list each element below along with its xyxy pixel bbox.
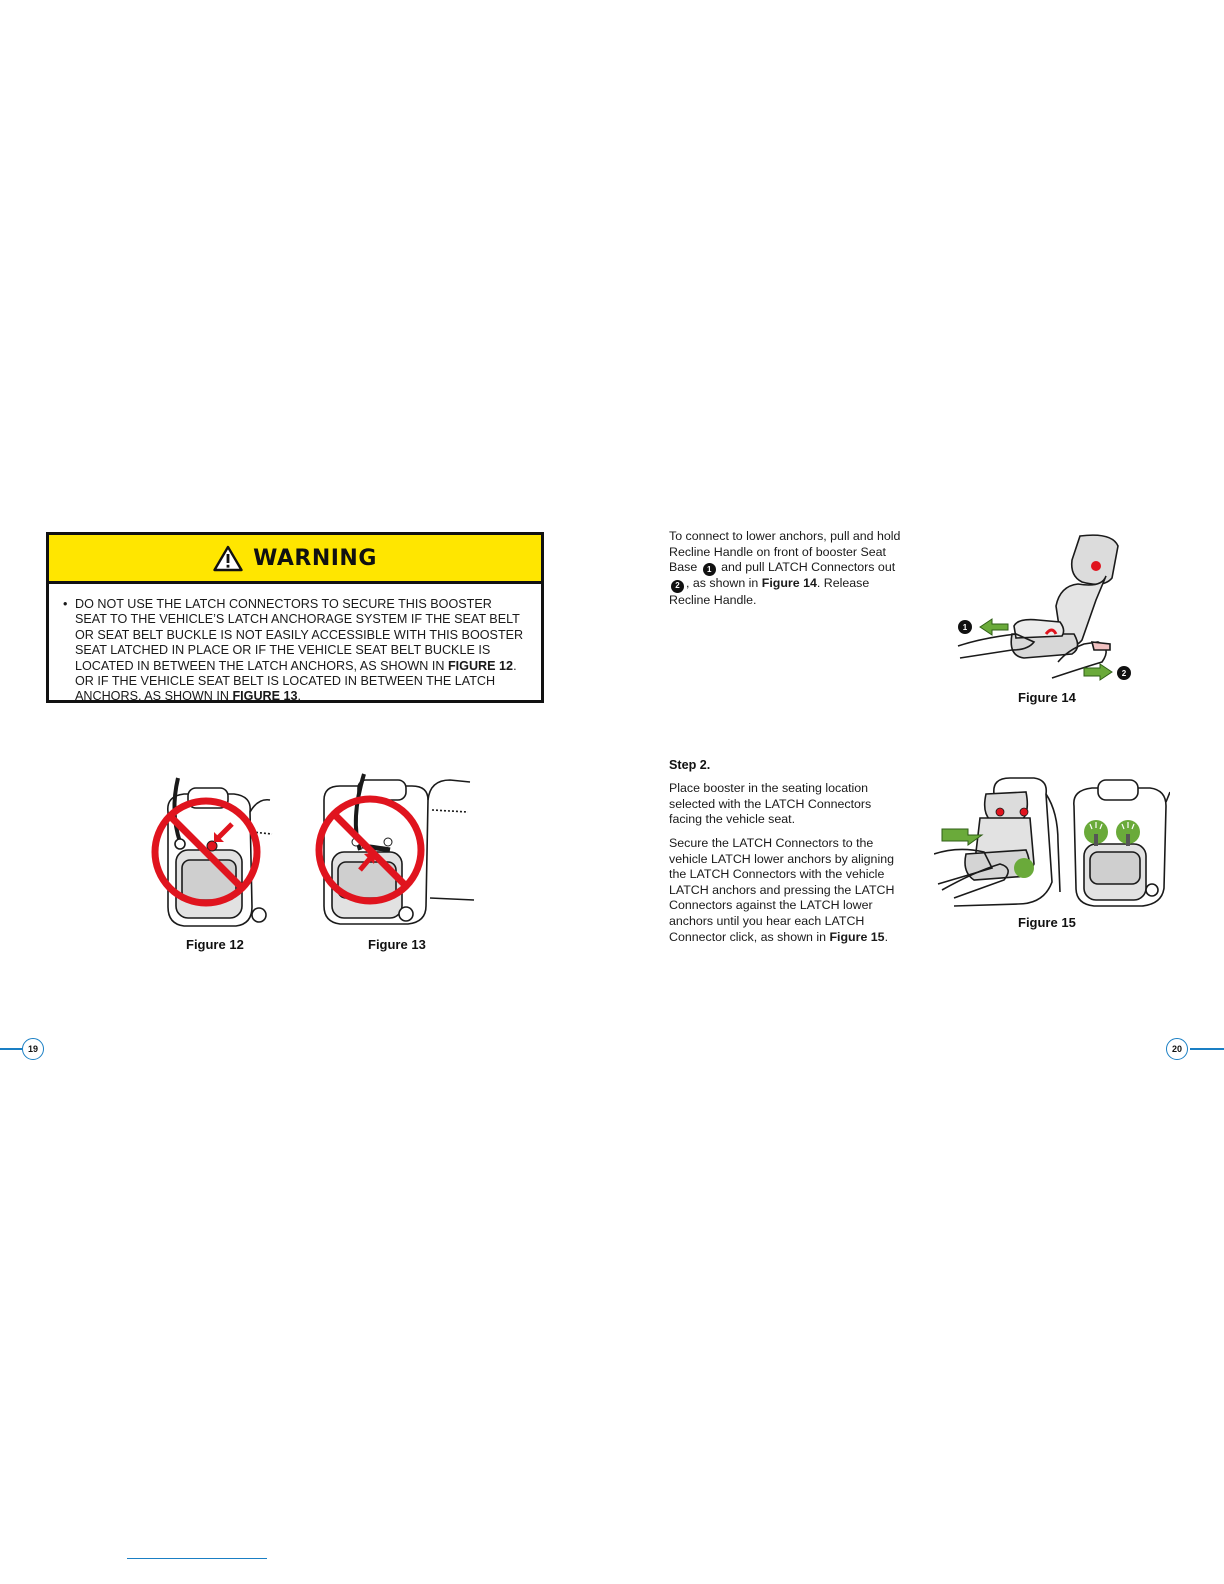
warning-title: WARNING [253, 545, 377, 571]
warning-bullet: DO NOT USE THE LATCH CONNECTORS TO SECURE THIS BOOSTER SEAT TO THE VEHICLE’S LATCH ANCHORAGE SYSTEM IF THE SEAT BELT OR SEAT BELT BUCKLE IS NOT EASILY ACCESSIBLE WITH THIS BOOSTER SEAT LATCHED IN PLACE OR IF THE VEHICLE SEAT BELT BUCKLE IS LOCATED IN BETWEEN THE LATCH ANCHORS, AS SHOWN IN FIGURE 12. OR IF THE VEHICLE SEAT BELT IS LOCATED IN BETWEEN THE LATCH ANCHORS, AS SHOWN IN FIGURE 13. [75, 597, 524, 704]
figure-14-label-2: 2 [1121, 669, 1127, 678]
warning-text: • DO NOT USE THE LATCH CONNECTORS TO SECURE THIS BOOSTER SEAT TO THE VEHICLE’S LATCH ANCHORAGE SYSTEM IF THE SEAT BELT OR SEAT BELT BUCKLE IS NOT EASILY ACCESSIBLE WITH THIS BOOSTER SEAT LATCHED IN PLACE OR IF THE VEHICLE SEAT BELT BUCKLE IS LOCATED IN BETWEEN THE LATCH ANCHORS, AS SHOWN IN FIGURE 12. OR IF THE VEHICLE SEAT BELT IS LOCATED IN BETWEEN THE LATCH ANCHORS, AS SHOWN IN FIGURE 13. [63, 597, 524, 704]
page-number-left: 19 [22, 1038, 44, 1060]
figure-12-caption: Figure 12 [186, 937, 244, 952]
figure-12-ref: FIGURE 12 [447, 658, 514, 673]
warning-header [49, 535, 541, 584]
step-1-badge: 1 [703, 563, 716, 576]
figure-12-illustration [148, 772, 278, 932]
figure-14-label-1: 1 [962, 623, 968, 632]
figure-14-ref: Figure 14 [761, 576, 817, 591]
intro-paragraph: To connect to lower anchors, pull and hold Recline Handle on front of booster Seat Base 1 and pull LATCH Connectors out 2 , as shown in Figure 14. Release Recline Handle. [669, 529, 901, 607]
figure-14-caption: Figure 14 [1018, 690, 1076, 705]
step-2-badge: 2 [671, 580, 684, 593]
step-2-paragraph-1: Place booster in the seating location selected with the LATCH Connectors facing the vehicle seat. [669, 781, 872, 827]
step-2-paragraph-2: Secure the LATCH Connectors to the vehicle LATCH lower anchors by aligning the LATCH Connectors with the vehicle LATCH anchors and pressing the LATCH Connectors against the LATCH lower anchors until you hear each LATCH Connector click, as shown in Figure 15. [669, 836, 895, 944]
step-2-heading: Step 2. [669, 758, 711, 772]
figure-15-caption: Figure 15 [1018, 915, 1076, 930]
bottom-rule [127, 1558, 267, 1559]
figure-13-caption: Figure 13 [368, 937, 426, 952]
warning-box [46, 532, 544, 703]
page-number-right: 20 [1166, 1038, 1188, 1060]
left-page-line [0, 1048, 22, 1050]
warning-triangle-icon [213, 545, 243, 572]
figure-15-illustration [934, 772, 1170, 912]
figure-14-illustration [952, 530, 1142, 685]
right-page-line [1190, 1048, 1224, 1050]
figure-15-ref: Figure 15 [829, 929, 885, 944]
figure-13-ref: FIGURE 13 [232, 689, 298, 704]
figure-13-illustration [310, 770, 475, 930]
